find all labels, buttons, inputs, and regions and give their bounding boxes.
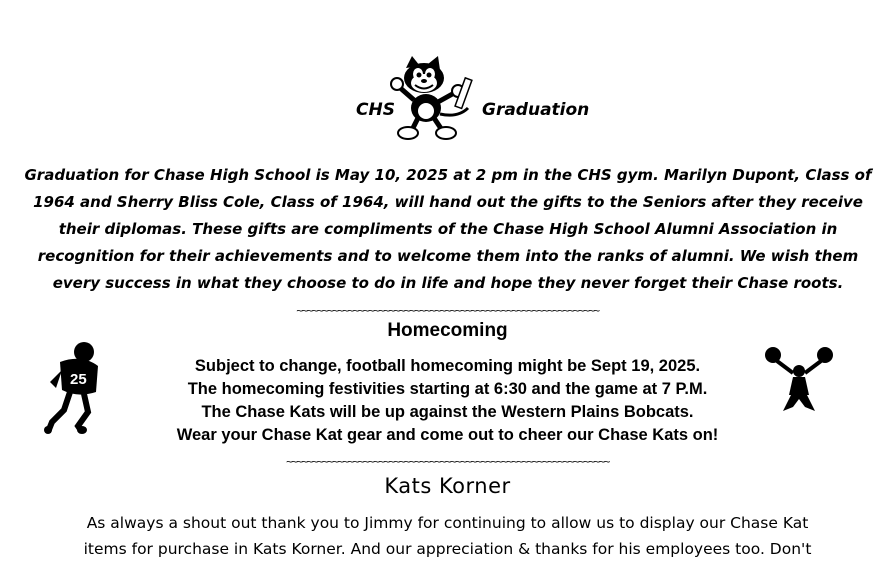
- graduation-paragraph: [18, 162, 878, 297]
- graduation-line: their diplomas. These gifts are compliments of the Chase High School Alumni Association in: [58, 220, 838, 238]
- kats-korner-line: As always a shout out thank you to Jimmy for continuing to allow us to display our Chase Kat: [86, 514, 809, 532]
- graduation-line: 1964 and Sherry Bliss Cole, Class of 1964, will hand out the gifts to the Seniors after they receive: [33, 193, 863, 211]
- graduation-line: Graduation for Chase High School is May 10, 2025 at 2 pm in the CHS gym. Marilyn Dupont, Class of: [24, 166, 872, 184]
- homecoming-line: Wear your Chase Kat gear and come out to cheer our Chase Kats on!: [176, 426, 719, 444]
- cheerleader-icon: [763, 345, 837, 415]
- kats-korner-line: items for purchase in Kats Korner. And our appreciation & thanks for his employees too. Don't: [83, 540, 812, 558]
- tilde-divider: ~~~~~~~~~~~~~~~~~~~~~~~~~~~~~~~~~~~~~~~~~~~~~~~~~~~~~~~~~~~: [296, 304, 599, 317]
- kats-korner-title: Kats Korner: [384, 474, 511, 498]
- jersey-number: 25: [70, 371, 87, 388]
- homecoming-text: [100, 355, 795, 447]
- header-graduation: Graduation: [482, 100, 590, 120]
- homecoming-line: The homecoming festivities starting at 6:30 and the game at 7 P.M.: [187, 380, 708, 398]
- homecoming-title: Homecoming: [387, 320, 508, 341]
- homecoming-line: Subject to change, football homecoming might be Sept 19, 2025.: [194, 357, 701, 375]
- header-chs: CHS: [356, 100, 395, 120]
- graduation-line: every success in what they choose to do in life and hope they never forget their Chase roots.: [52, 274, 844, 292]
- tilde-divider: ~~~~~~~~~~~~~~~~~~~~~~~~~~~~~~~~~~~~~~~~~~~~~~~~~~~~~~~~~~~~~~~: [286, 455, 609, 468]
- felix-cat-graduate-icon: [388, 56, 480, 142]
- football-player-icon: [42, 340, 106, 436]
- graduation-line: recognition for their achievements and to welcome them into the ranks of alumni. We wish them: [37, 247, 859, 265]
- kats-korner-text: [10, 510, 885, 562]
- homecoming-line: The Chase Kats will be up against the Western Plains Bobcats.: [201, 403, 694, 421]
